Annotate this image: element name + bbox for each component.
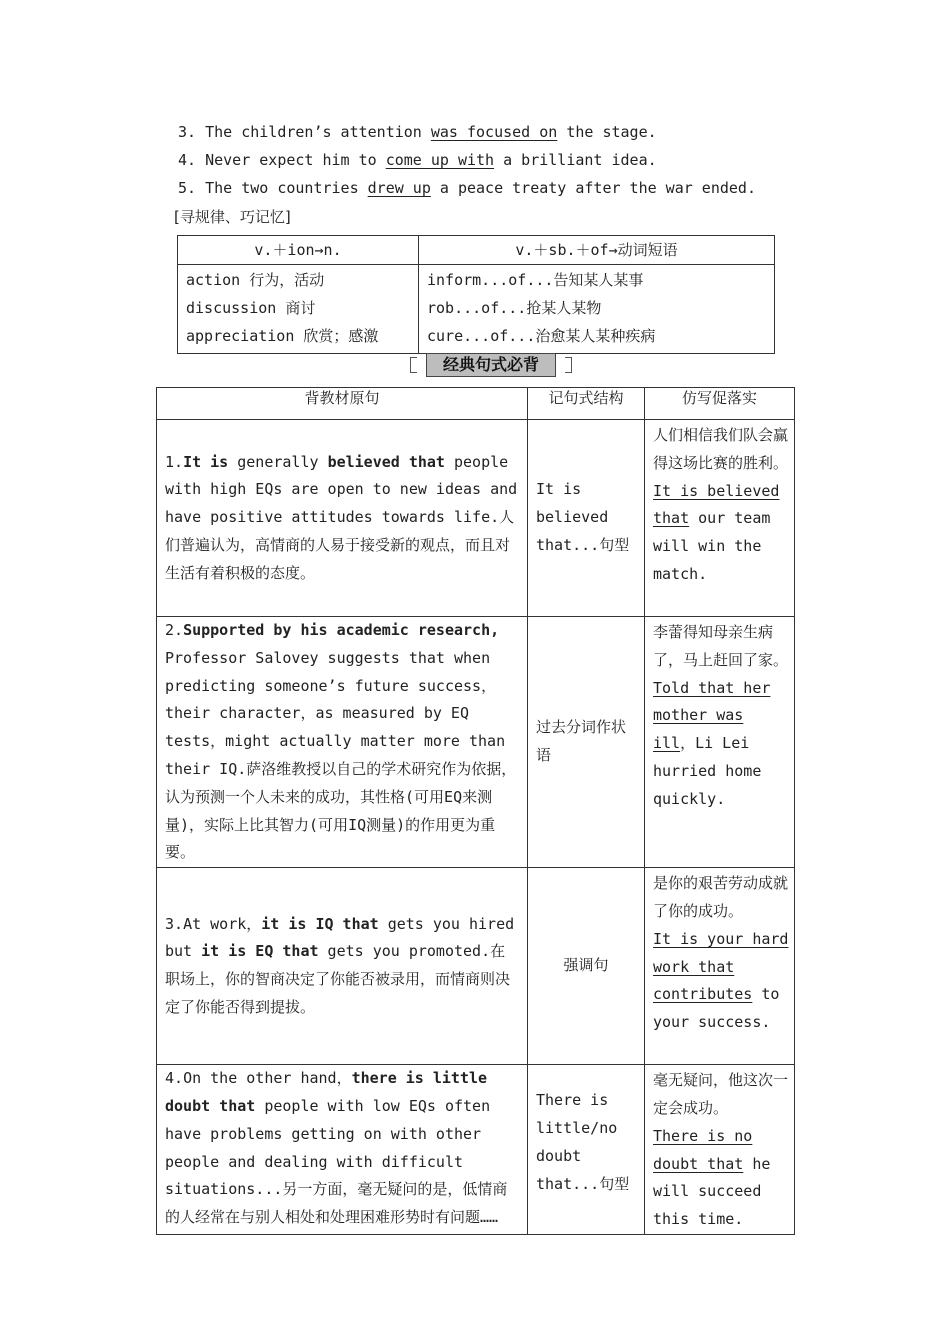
rule-left-cell — [178, 265, 419, 354]
table-row — [157, 1065, 795, 1235]
row-number: 4. — [165, 1069, 184, 1088]
rule-left-item: appreciation 欣赏；感激 — [186, 327, 379, 345]
sentence-text: people with high EQs are open to new ideas and have positive attitudes towards life.人们普遍认为，高情商的人易于接受新的观点，而且对生活有着积极的态度。 — [165, 452, 518, 582]
rule-right-item: cure...of...治愈某人某种疾病 — [427, 327, 656, 345]
banner-right-cap — [565, 357, 572, 373]
practice-prompt: 是你的艰苦劳动成就了你的成功。 — [653, 874, 789, 920]
structure-cell: There is little/no doubt that...句型 — [528, 1065, 645, 1235]
practice-answer: There is no doubt that — [653, 1126, 753, 1173]
header-structure: 记句式结构 — [528, 388, 645, 420]
rule-table — [177, 235, 775, 354]
key-phrase: It is — [183, 452, 229, 471]
sentence-text: gets you promoted.在职场上，你的智商决定了你能否被录用，而情商则决定了你能否得到提拔。 — [165, 942, 511, 1016]
rule-right-cell — [419, 265, 775, 354]
table-row — [157, 617, 795, 868]
sentence-number: 3. — [178, 123, 197, 141]
rule-header-right: v.＋sb.＋of→动词短语 — [419, 236, 775, 265]
sentence-pattern-table — [156, 387, 795, 1235]
header-practice: 仿写促落实 — [645, 388, 795, 420]
original-sentence-cell — [157, 420, 528, 617]
practice-answer: Told that her mother was ill — [653, 678, 771, 753]
rule-right-item: inform...of...告知某人某事 — [427, 271, 644, 289]
rule-heading: [寻规律、巧记忆] — [174, 208, 291, 226]
sentence-text: the stage. — [566, 123, 657, 141]
table-row — [157, 420, 795, 617]
phrase-answer: was focused on — [430, 123, 558, 141]
phrase-answer: come up with — [385, 151, 495, 169]
sentence-4 — [178, 151, 657, 169]
sentence-text: a peace treaty after the war ended. — [439, 179, 756, 197]
row-number: 3. — [165, 914, 184, 933]
practice-answer: It is believed that — [653, 481, 780, 528]
practice-text: ，Li Lei hurried home quickly. — [653, 734, 762, 808]
practice-text: to your success. — [653, 985, 780, 1032]
section-banner — [410, 353, 572, 377]
structure-cell: It is believed that...句型 — [528, 420, 645, 617]
rule-left-item: discussion 商讨 — [186, 299, 316, 317]
rule-left-item: action 行为，活动 — [186, 271, 325, 289]
key-phrase: believed that — [327, 452, 445, 471]
key-phrase: it is IQ that — [261, 914, 379, 933]
sentence-text: Professor Salovey suggests that when predicting someone’s future success，their character，as measured by EQ tests，might actually matter more than their IQ.萨洛维教授以自己的学术研究作为依据，认为预测一个人未来的成功，其性格(可用EQ来测量)，实际上比其智力(可用IQ测量)的作用更为重要。 — [165, 648, 517, 862]
phrase-answer: drew up — [367, 179, 431, 197]
key-phrase: it is EQ that — [201, 942, 319, 961]
practice-prompt: 人们相信我们队会赢得这场比赛的胜利。 — [653, 426, 789, 472]
practice-cell — [645, 420, 795, 617]
sentence-5 — [178, 179, 756, 197]
sentence-text: Never expect him to — [205, 151, 377, 169]
practice-cell — [645, 617, 795, 868]
row-number: 2. — [165, 621, 184, 639]
banner-title: 经典句式必背 — [426, 353, 556, 377]
structure-cell: 强调句 — [528, 868, 645, 1065]
main-table-header — [157, 388, 795, 420]
sentence-number: 5. — [178, 179, 197, 197]
sentence-text: people with low EQs often have problems getting on with other people and dealing with difficult situations...另一方面，毫无疑问的是，低情商的人经常在与别人相处和处理困难形势时有问题…… — [165, 1096, 508, 1227]
practice-text: our team will win the match. — [653, 509, 771, 583]
rule-table-header — [178, 236, 775, 265]
practice-prompt: 毫无疑问，他这次一定会成功。 — [653, 1071, 789, 1117]
original-sentence-cell — [157, 617, 528, 868]
sentence-text: a brilliant idea. — [503, 151, 657, 169]
structure-cell: 过去分词作状语 — [528, 617, 645, 868]
sentence-number: 4. — [178, 151, 197, 169]
sentence-text: On the other hand， — [183, 1069, 352, 1088]
key-phrase: there is little doubt that — [165, 1069, 488, 1115]
practice-answer: It is your hard work that — [653, 929, 789, 976]
header-original-sentence: 背教材原句 — [157, 388, 528, 420]
sentence-text: generally — [228, 452, 328, 471]
practice-text: he will succeed this time. — [653, 1154, 771, 1229]
rule-table-row — [178, 265, 775, 354]
table-row — [157, 868, 795, 1065]
sentence-text: The two countries — [205, 179, 359, 197]
rule-header-left: v.＋ion→n. — [178, 236, 419, 265]
practice-answer: contributes — [653, 985, 753, 1004]
key-phrase: Supported by his academic research, — [183, 621, 500, 639]
sentence-3 — [178, 123, 657, 141]
practice-cell — [645, 868, 795, 1065]
practice-cell — [645, 1065, 795, 1235]
original-sentence-cell — [157, 1065, 528, 1235]
row-number: 1. — [165, 452, 184, 471]
original-sentence-cell — [157, 868, 528, 1065]
sentence-text: gets you hired but — [165, 914, 515, 961]
practice-prompt: 李蕾得知母亲生病了，马上赶回了家。 — [653, 623, 789, 669]
banner-left-cap — [410, 357, 417, 373]
sentence-text: At work， — [183, 914, 262, 933]
rule-right-item: rob...of...抢某人某物 — [427, 299, 602, 317]
sentence-text: The children’s attention — [205, 123, 422, 141]
